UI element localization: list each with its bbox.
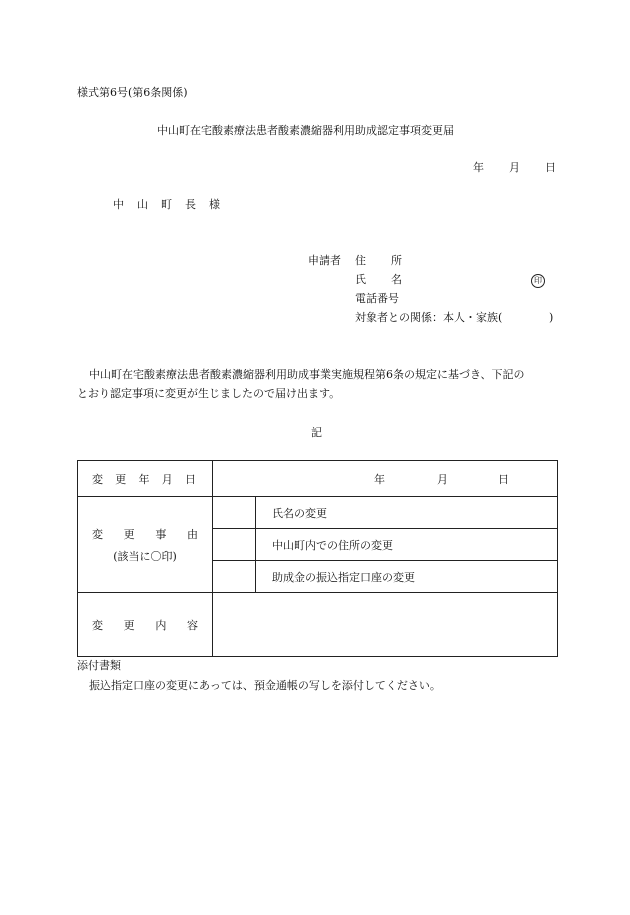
date-month-label: 月 [509,161,520,174]
change-date-label-cell [78,461,213,497]
seal-text: 印 [531,274,545,288]
change-date-day: 日 [498,472,509,486]
reason-note: (該当に〇印) [113,549,177,563]
content-value-cell[interactable] [213,593,558,657]
label-char: 更 [123,527,135,541]
form-title: 中山町在宅酸素療法患者酸素濃縮器利用助成認定事項変更届 [157,124,454,137]
change-date-year: 年 [374,472,385,486]
address-label-char: 住 [355,254,366,267]
date-day-label: 日 [545,161,556,174]
addressee-char: 様 [209,198,220,211]
change-date-month: 月 [437,472,448,486]
reason-option: 中山町内での住所の変更 [256,529,558,561]
label-char: 年 [138,472,150,486]
body-line-1: 中山町在宅酸素療法患者酸素濃縮器利用助成事業実施規程第6条の規定に基づき、下記の [89,368,525,381]
relation-close-paren: ) [549,311,554,324]
seal-mark [531,273,545,288]
label-char: 更 [123,618,135,632]
ki-heading: 記 [311,426,322,439]
addressee-char: 山 [137,198,148,211]
address-label-char: 所 [391,254,402,267]
change-date-row [78,461,558,497]
name-label-char: 名 [391,273,402,286]
label-char: 変 [92,618,103,632]
addressee-char: 長 [185,198,196,211]
reason-mark-cell[interactable] [213,561,256,593]
phone-label: 電話番号 [355,292,399,305]
reason-option: 氏名の変更 [256,497,558,529]
label-char: 日 [185,472,196,486]
body-line-2: とおり認定事項に変更が生じましたので届け出ます。 [77,387,341,400]
label-char: 更 [115,472,127,486]
label-char: 内 [155,618,167,632]
attachments-heading: 添付書類 [77,659,121,672]
relation-label: 対象者との関係：本人・家族( [355,311,503,324]
label-char: 由 [186,527,198,541]
reason-option: 助成金の振込指定口座の変更 [256,561,558,593]
change-date-value-cell[interactable] [213,461,558,497]
label-char: 変 [92,527,103,541]
label-char: 容 [186,618,198,632]
form-number: 様式第6号(第6条関係) [77,86,188,99]
change-table [77,460,558,657]
label-char: 月 [161,472,173,486]
reason-mark-cell[interactable] [213,529,256,561]
attachments-note: 振込指定口座の変更にあっては、預金通帳の写しを添付してください。 [89,679,441,692]
applicant-label: 申請者 [308,254,341,267]
addressee-char: 中 [113,198,124,211]
content-row [78,593,558,657]
name-label-char: 氏 [355,273,366,286]
reason-mark-cell[interactable] [213,497,256,529]
date-year-label: 年 [473,161,484,174]
label-char: 変 [92,472,103,486]
content-label-cell [78,593,213,657]
reason-row [78,497,558,529]
addressee-char: 町 [161,198,172,211]
reason-label-cell [78,497,213,593]
label-char: 事 [155,527,167,541]
